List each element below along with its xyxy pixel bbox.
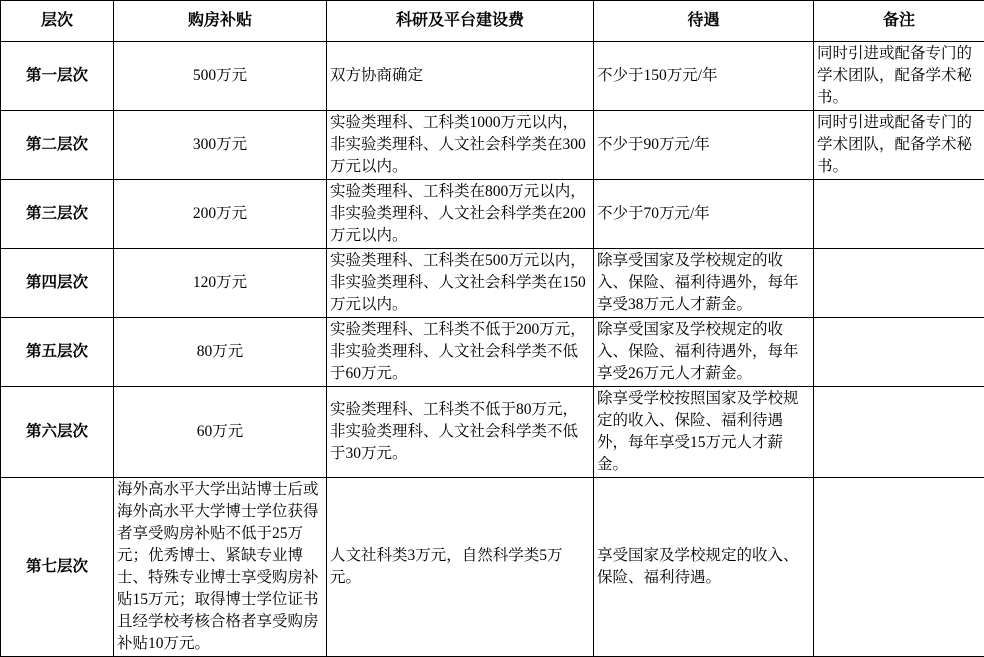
header-research-platform-fee: 科研及平台建设费 bbox=[327, 1, 594, 42]
cell-housing-subsidy: 120万元 bbox=[114, 249, 327, 318]
header-notes: 备注 bbox=[814, 1, 984, 42]
table-row bbox=[1, 478, 984, 657]
header-row bbox=[1, 1, 984, 42]
cell-notes bbox=[814, 180, 984, 249]
cell-research-fee: 实验类理科、工科类在500万元以内，非实验类理科、人文社会科学类在150万元以内。 bbox=[327, 249, 594, 318]
table-row bbox=[1, 180, 984, 249]
cell-treatment: 除享受国家及学校规定的收入、保险、福利待遇外，每年享受26万元人才薪金。 bbox=[594, 318, 814, 387]
cell-treatment: 不少于70万元/年 bbox=[594, 180, 814, 249]
cell-tier: 第一层次 bbox=[1, 42, 114, 111]
cell-research-fee: 人文社科类3万元，自然科学类5万元。 bbox=[327, 478, 594, 657]
cell-tier: 第四层次 bbox=[1, 249, 114, 318]
table-row bbox=[1, 318, 984, 387]
cell-housing-subsidy: 200万元 bbox=[114, 180, 327, 249]
cell-tier: 第五层次 bbox=[1, 318, 114, 387]
cell-notes bbox=[814, 387, 984, 478]
table-row bbox=[1, 42, 984, 111]
cell-treatment: 不少于90万元/年 bbox=[594, 111, 814, 180]
cell-treatment: 除享受国家及学校规定的收入、保险、福利待遇外，每年享受38万元人才薪金。 bbox=[594, 249, 814, 318]
cell-notes: 同时引进或配备专门的学术团队，配备学术秘书。 bbox=[814, 42, 984, 111]
table-row bbox=[1, 111, 984, 180]
cell-research-fee: 实验类理科、工科类在800万元以内，非实验类理科、人文社会科学类在200万元以内。 bbox=[327, 180, 594, 249]
cell-tier: 第三层次 bbox=[1, 180, 114, 249]
header-treatment: 待遇 bbox=[594, 1, 814, 42]
cell-housing-subsidy: 300万元 bbox=[114, 111, 327, 180]
cell-treatment: 除享受学校按照国家及学校规定的收入、保险、福利待遇外，每年享受15万元人才薪金。 bbox=[594, 387, 814, 478]
cell-housing-subsidy: 海外高水平大学出站博士后或海外高水平大学博士学位获得者享受购房补贴不低于25万元；优秀博士、紧缺专业博士、特殊专业博士享受购房补贴15万元；取得博士学位证书且经学校考核合格者享受购房补贴10万元。 bbox=[114, 478, 327, 657]
table-row bbox=[1, 249, 984, 318]
cell-research-fee: 双方协商确定 bbox=[327, 42, 594, 111]
header-housing-subsidy: 购房补贴 bbox=[114, 1, 327, 42]
cell-housing-subsidy: 60万元 bbox=[114, 387, 327, 478]
cell-tier: 第二层次 bbox=[1, 111, 114, 180]
cell-notes bbox=[814, 318, 984, 387]
cell-notes bbox=[814, 478, 984, 657]
cell-research-fee: 实验类理科、工科类1000万元以内，非实验类理科、人文社会科学类在300万元以内。 bbox=[327, 111, 594, 180]
cell-housing-subsidy: 500万元 bbox=[114, 42, 327, 111]
table-row bbox=[1, 387, 984, 478]
cell-housing-subsidy: 80万元 bbox=[114, 318, 327, 387]
header-tier: 层次 bbox=[1, 1, 114, 42]
cell-treatment: 享受国家及学校规定的收入、保险、福利待遇。 bbox=[594, 478, 814, 657]
cell-treatment: 不少于150万元/年 bbox=[594, 42, 814, 111]
cell-notes bbox=[814, 249, 984, 318]
cell-tier: 第七层次 bbox=[1, 478, 114, 657]
cell-notes: 同时引进或配备专门的学术团队，配备学术秘书。 bbox=[814, 111, 984, 180]
cell-research-fee: 实验类理科、工科类不低于200万元，非实验类理科、人文社会科学类不低于60万元。 bbox=[327, 318, 594, 387]
cell-tier: 第六层次 bbox=[1, 387, 114, 478]
cell-research-fee: 实验类理科、工科类不低于80万元，非实验类理科、人文社会科学类不低于30万元。 bbox=[327, 387, 594, 478]
